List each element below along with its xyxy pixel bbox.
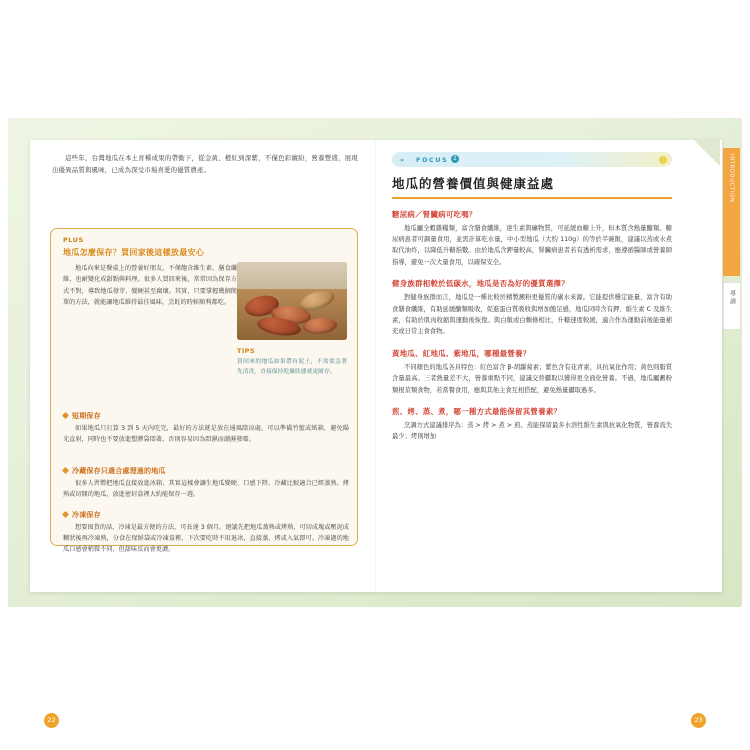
section-tab-label: INTRODUCTION (728, 154, 735, 203)
section-heading: 短期保存 (63, 411, 349, 421)
storage-section-short-term (63, 411, 349, 445)
title-divider (392, 197, 672, 199)
qa-body (392, 362, 672, 396)
section-heading: 冷藏保存只適合處理過的地瓜 (63, 466, 349, 476)
storage-section-refrigerated (63, 466, 349, 500)
section-body-text: 想要囤貨的話，冷凍是最方便的方法，可長達 3 個月。建議先把地瓜蒸熟或烤熟，可切成塊或壓泥成糊狀後再冷凍熟，分食在保鮮袋或冷凍盒裡，下次要吃時不用退冰，直接蒸、烤或入氣即可。冷凍過的地瓜口感會稍微不同，但甜味反而會更濃。 (63, 524, 349, 554)
qa-body-text: 烹調方式建議排序為：蒸 > 烤 > 煮 > 煎。蒸能保留最多水溶性維生素與抗氧化物質，營養流失最少；烤則增加 (392, 421, 672, 441)
intro-text: 這些年，台灣地瓜在本土育種成果的帶動下，從金黃、橙紅到深紫，不僅色彩繽紛，營養豐盛，展現出優異品質與風味，已成為深受市場喜愛的優質農產。 (52, 154, 358, 174)
page-corner-fold (694, 140, 720, 166)
sweet-potato-photo (237, 262, 347, 340)
page-number-left: 22 (44, 713, 59, 728)
section-tab-introduction[interactable] (723, 148, 740, 276)
plus-body (63, 263, 237, 309)
plus-title: 地瓜怎麼保存？買回家後這樣放最安心 (63, 248, 205, 257)
section-body (63, 522, 349, 556)
photo-background-sky (237, 262, 347, 290)
qa-body-text: 地瓜屬全穀雜糧類，富含膳食纖維，達生素與礦物質，可延緩血糖上升，但本質含熱量醣類。糖尿病患者可調量食用，並需計算吃水量，中小型地瓜（大約 110g）的等於半碗飯，建議以蒸或水煮取代油炸，以降低升糖指數。由於地瓜含鉀量較高，腎臟病患者若有透析需求，應遵循醫師或營養師指導，避免一次大量食用，以確保安全。 (392, 224, 672, 266)
focus-number-badge: 2 (451, 155, 459, 163)
page-number-right: 23 (691, 713, 706, 728)
storage-section-frozen (63, 510, 349, 556)
qa-heading: 健身族群相較於低碳水，地瓜是否為好的優質選擇？ (392, 279, 569, 289)
left-page (46, 152, 364, 582)
section-body-text: 如果地瓜只打算 3 到 5 天內吃完，最好的方法就是放在通風陰涼處。可以準備竹籃或紙箱，避免陽光直射，同時也不要放進塑膠袋悶著，否則容易因為悶濕而潮濕發霉。 (63, 425, 349, 444)
qa-body-text: 對健身族群而言，地瓜是一種比較於精製澱粉更優質的碳水來源。它能提供穩定能量，富含有助食膳食纖維，有助延緩醣類吸收，促進蛋白質吸收與增加飽足感，地瓜同時含有鉀、維生素 C 及維生素，有助於肌肉收縮與運動後恢復。與白飯或白麵條相比，升糖速度較緩，適合作為運動前後能量補充或日常主食食物。 (392, 294, 672, 336)
qa-body (392, 420, 672, 443)
chevron-right-icon: » (400, 155, 405, 164)
book-spine (375, 140, 377, 592)
qa-heading: 煎、烤、蒸、煮，哪一種方式最能保留其營養素？ (392, 406, 562, 416)
section-body (63, 478, 349, 500)
tips-callout (237, 347, 347, 403)
section-tab-label: 導讀 (728, 290, 736, 306)
plus-callout-box (50, 228, 358, 554)
qa-body-text: 不同顏色的地瓜各具特色：紅色富含 β-胡蘿蔔素；紫色含有花青素，具抗氧化作用；黃色則脂質含量最高。三者熱量差不大，營養重點不同，建議交替攝取以獲得更全面化營養。不過，地瓜屬澱粉類根莖類食物，若當餐食用，應與其他主食互相搭配，避免熱量攝取過多。 (392, 363, 672, 394)
plus-label: PLUS (63, 236, 84, 244)
qa-body (392, 223, 672, 269)
focus-label: FOCUS (416, 155, 449, 164)
tips-label: TIPS (237, 347, 255, 355)
section-heading: 冷凍保存 (63, 510, 349, 520)
focus-banner (392, 152, 672, 167)
plus-body-text: 地瓜向來是餐桌上的營養好朋友，不僅飽含維生素、膳食纖維，也耐變化成甜點與料理。很多人買回來後，常常因為保存方式不對，導致地瓜發芽、變硬甚至腐壞。其實，只要掌握幾個簡單的方法，就能讓地瓜維持最佳風味，烹飪的時候順利都吃。 (63, 265, 237, 307)
qa-body (392, 292, 672, 338)
tips-text: 買回來的地瓜如果帶有泥土，不需要急著先清洗，直接保持乾燥狀態就更耐存。 (237, 359, 347, 375)
section-tab-guide[interactable] (723, 282, 740, 330)
qa-heading: 糖尿病／腎臟病可吃嗎？ (392, 209, 477, 219)
page-title: 地瓜的營養價值與健康益處 (392, 176, 555, 191)
focus-dot-decoration (659, 156, 667, 164)
section-body (63, 423, 349, 445)
section-body-text: 很多人習慣把地瓜直接放進冰箱，其實這樣會讓生地瓜變硬、口感下降。冷藏比較適合已經蒸熟、烤熟或切開的地瓜，放進密封盒裡大約能保存一週。 (63, 480, 349, 499)
right-page (392, 152, 692, 582)
intro-paragraph (46, 152, 364, 176)
qa-heading: 黃地瓜、紅地瓜、紫地瓜，哪種最營養？ (392, 348, 531, 358)
